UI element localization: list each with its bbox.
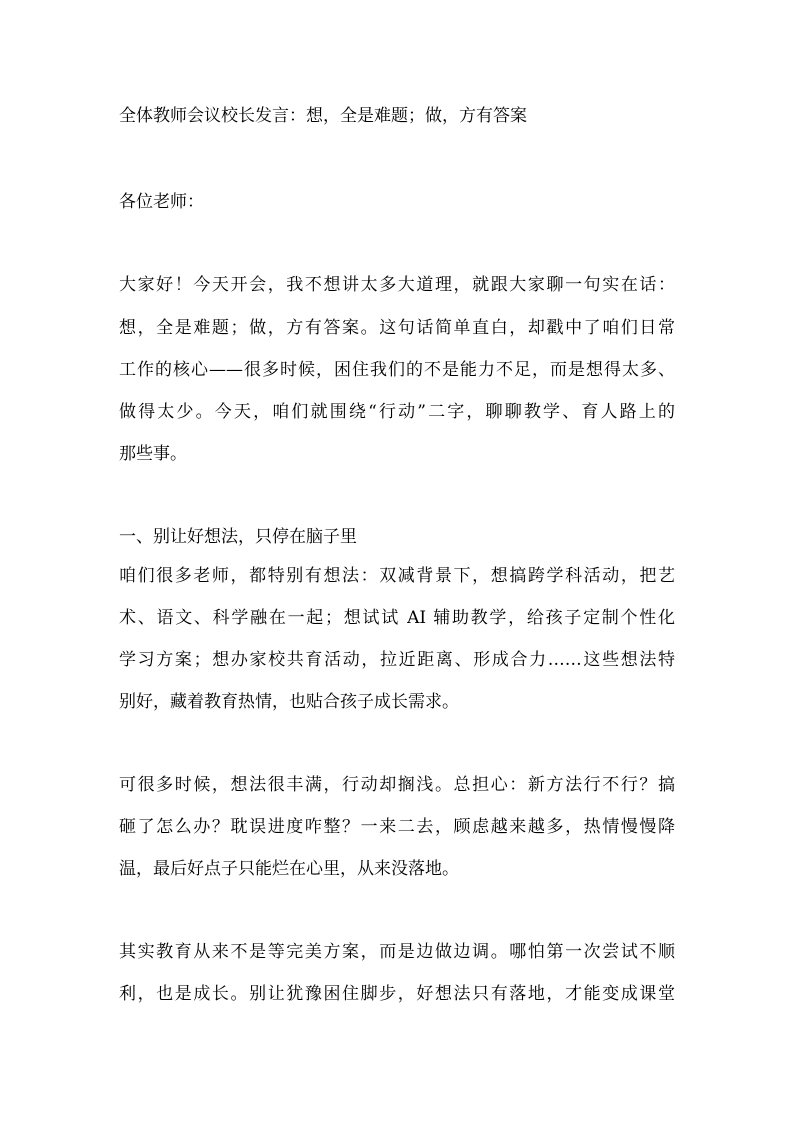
paragraph-line: 咱们很多老师，都特别有想法：双减背景下，想搞跨学科活动，把艺	[119, 566, 675, 586]
paragraph-line: 温，最后好点子只能烂在心里，从来没落地。	[119, 859, 459, 879]
salutation: 各位老师：	[119, 192, 204, 212]
section-heading: 一、别让好想法，只停在脑子里	[119, 527, 357, 547]
intro-line: 那些事。	[119, 444, 187, 464]
document-title: 全体教师会议校长发言：想，全是难题；做，方有答案	[119, 106, 527, 126]
intro-line: 工作的核心——很多时候，困住我们的不是能力不足，而是想得太多、	[119, 360, 675, 380]
paragraph-line: 术、语文、科学融在一起；想试试 AI 辅助教学，给孩子定制个性化	[119, 608, 675, 628]
paragraph-line: 砸了怎么办？耽误进度咋整？一来二去，顾虑越来越多，热情慢慢降	[119, 817, 675, 837]
intro-line: 做得太少。今天，咱们就围绕“行动”二字，聊聊教学、育人路上的	[119, 402, 675, 422]
paragraph-line: 可很多时候，想法很丰满，行动却搁浅。总担心：新方法行不行？搞	[119, 775, 675, 795]
paragraph-line: 利，也是成长。别让犹豫困住脚步，好想法只有落地，才能变成课堂	[119, 984, 675, 1004]
intro-line: 想，全是难题；做，方有答案。这句话简单直白，却戳中了咱们日常	[119, 318, 675, 338]
paragraph-line: 别好，藏着教育热情，也贴合孩子成长需求。	[119, 692, 459, 712]
paragraph-line: 学习方案；想办家校共育活动，拉近距离、形成合力……这些想法特	[119, 650, 675, 670]
paragraph-line: 其实教育从来不是等完美方案，而是边做边调。哪怕第一次尝试不顺	[119, 942, 675, 962]
intro-line: 大家好！今天开会，我不想讲太多大道理，就跟大家聊一句实在话：	[119, 275, 675, 295]
